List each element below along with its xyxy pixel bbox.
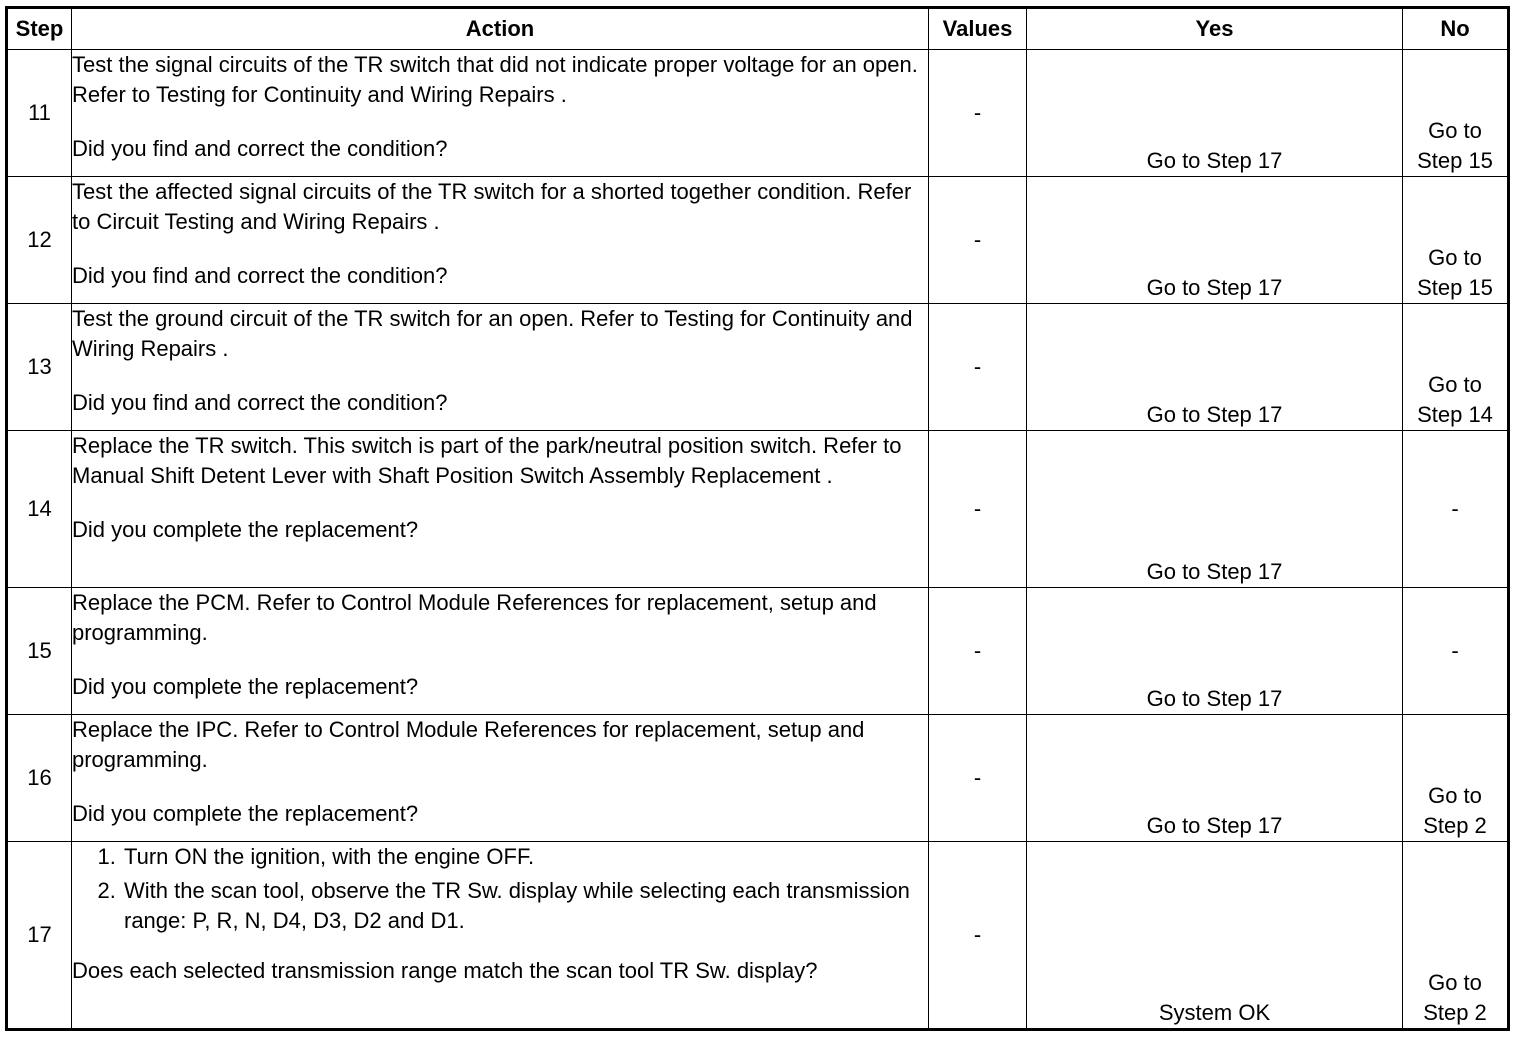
yes-cell: Go to Step 17: [1027, 50, 1403, 177]
action-instruction: Test the ground circuit of the TR switch for an open. Refer to Testing for Continuity and Wiring Repairs .: [72, 306, 913, 361]
values-cell: -: [929, 588, 1027, 715]
yes-cell: System OK: [1027, 842, 1403, 1030]
header-step: Step: [7, 8, 72, 50]
yes-cell: Go to Step 17: [1027, 304, 1403, 431]
step-number: 17: [7, 842, 72, 1030]
action-cell: [72, 177, 929, 304]
action-cell: [72, 50, 929, 177]
no-cell: -: [1403, 431, 1509, 588]
action-instruction: Replace the PCM. Refer to Control Module References for replacement, setup and programming.: [72, 590, 877, 645]
procedure-item: 2. With the scan tool, observe the TR Sw. display while selecting each transmission range: P, R, N, D4, D3, D2 and D1.: [122, 876, 928, 936]
table-row: [7, 842, 1509, 1030]
action-cell: [72, 431, 929, 588]
step-number: 16: [7, 715, 72, 842]
action-instruction: Replace the TR switch. This switch is part of the park/neutral position switch. Refer to Manual Shift Detent Lever with Shaft Position Switch Assembly Replacement .: [72, 433, 902, 488]
values-cell: -: [929, 177, 1027, 304]
action-question: Does each selected transmission range match the scan tool TR Sw. display?: [72, 958, 818, 983]
values-cell: -: [929, 304, 1027, 431]
procedure-item: 1. Turn ON the ignition, with the engine OFF.: [122, 842, 928, 872]
action-instruction: Replace the IPC. Refer to Control Module References for replacement, setup and programming.: [72, 717, 865, 772]
no-cell: Go to Step 2: [1403, 842, 1509, 1030]
step-number: 11: [7, 50, 72, 177]
table-row: [7, 304, 1509, 431]
action-cell: [72, 715, 929, 842]
action-question: Did you find and correct the condition?: [72, 263, 448, 288]
diagnostic-table: [5, 6, 1510, 1031]
header-row: [7, 8, 1509, 50]
step-number: 15: [7, 588, 72, 715]
values-cell: -: [929, 715, 1027, 842]
yes-cell: Go to Step 17: [1027, 177, 1403, 304]
values-cell: -: [929, 842, 1027, 1030]
yes-cell: Go to Step 17: [1027, 588, 1403, 715]
yes-cell: Go to Step 17: [1027, 715, 1403, 842]
no-cell: Go to Step 2: [1403, 715, 1509, 842]
table-row: [7, 50, 1509, 177]
action-cell: [72, 842, 929, 1030]
action-instruction: Test the affected signal circuits of the TR switch for a shorted together condition. Refer to Circuit Testing and Wiring Repairs .: [72, 179, 912, 234]
no-cell: -: [1403, 588, 1509, 715]
action-question: Did you complete the replacement?: [72, 801, 419, 826]
no-cell: Go to Step 15: [1403, 177, 1509, 304]
table-row: [7, 715, 1509, 842]
no-cell: Go to Step 14: [1403, 304, 1509, 431]
header-no: No: [1403, 8, 1509, 50]
action-question: Did you complete the replacement?: [72, 517, 419, 542]
action-question: Did you complete the replacement?: [72, 674, 419, 699]
values-cell: -: [929, 431, 1027, 588]
action-cell: [72, 588, 929, 715]
procedure-list: [72, 842, 928, 936]
header-values: Values: [929, 8, 1027, 50]
no-cell: Go to Step 15: [1403, 50, 1509, 177]
yes-cell: Go to Step 17: [1027, 431, 1403, 588]
table-row: [7, 588, 1509, 715]
header-yes: Yes: [1027, 8, 1403, 50]
table-row: [7, 177, 1509, 304]
action-question: Did you find and correct the condition?: [72, 390, 448, 415]
action-question: Did you find and correct the condition?: [72, 136, 448, 161]
action-cell: [72, 304, 929, 431]
step-number: 13: [7, 304, 72, 431]
values-cell: -: [929, 50, 1027, 177]
table-row: [7, 431, 1509, 588]
action-instruction: Test the signal circuits of the TR switch that did not indicate proper voltage for an open. Refer to Testing for Continuity and Wiring Repairs .: [72, 52, 918, 107]
step-number: 14: [7, 431, 72, 588]
step-number: 12: [7, 177, 72, 304]
header-action: Action: [72, 8, 929, 50]
